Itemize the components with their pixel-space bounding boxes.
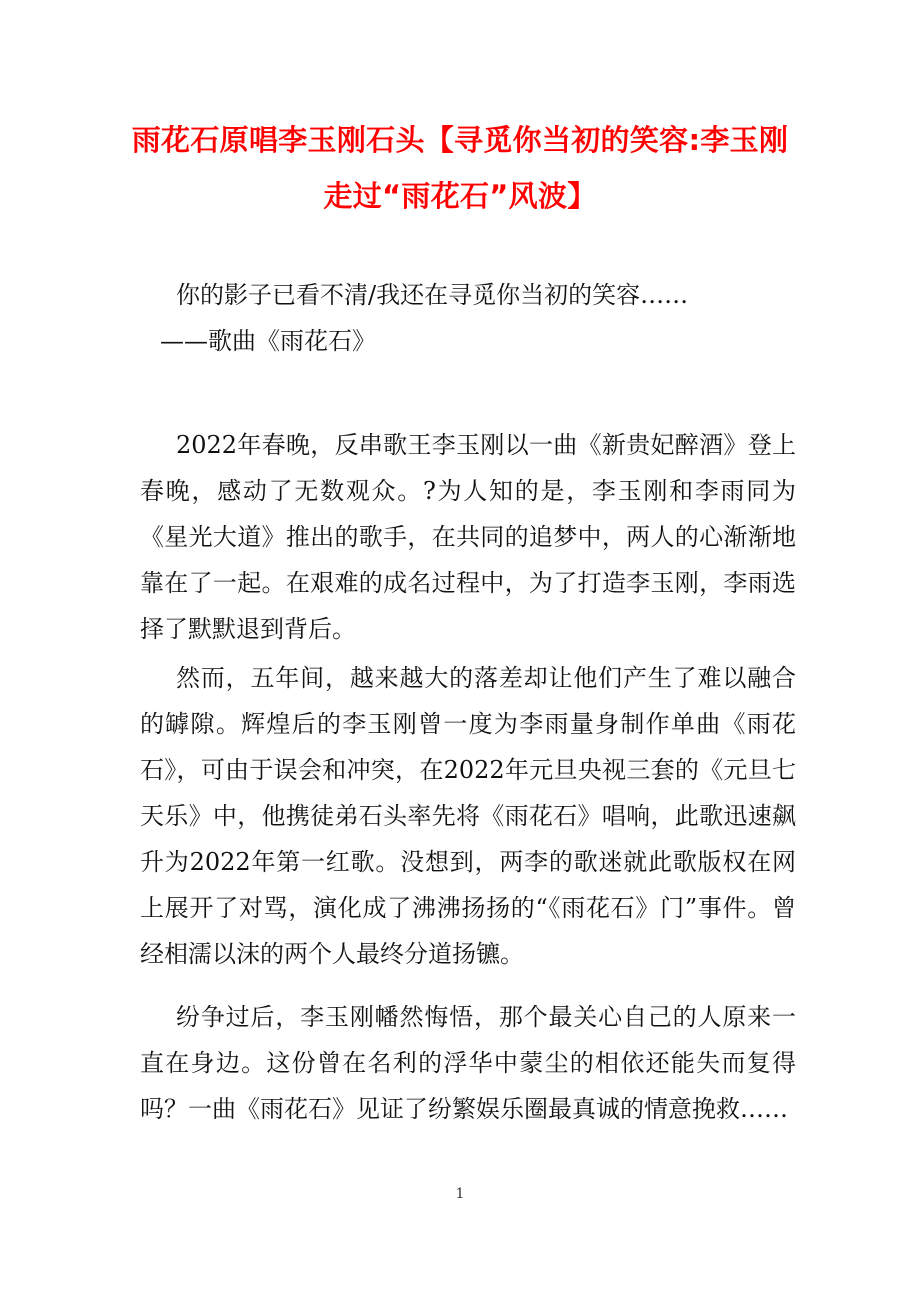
document-title-line-2: 走过“雨花石”风波】 bbox=[323, 179, 597, 213]
body-paragraph-1: 2022年春晚，反串歌王李玉刚以一曲《新贵妃醉酒》登上春晚，感动了无数观众。?为人知的是，李玉刚和李雨同为《星光大道》推出的歌手，在共同的追梦中，两人的心渐渐地靠在了一起。在艰难的成名过程中，为了打造李玉刚，李雨选择了默默退到背后。 bbox=[140, 431, 796, 643]
epigraph-lyric: 你的影子已看不清/我还在寻觅你当初的笑容…… bbox=[176, 281, 689, 309]
document-title-line-1: 雨花石原唱李玉刚石头【寻觅你当初的笑容:李玉刚 bbox=[131, 123, 789, 157]
body-paragraph-2: 然而，五年间，越来越大的落差却让他们产生了难以融合的罅隙。辉煌后的李玉刚曾一度为李雨量身制作单曲《雨花石》，可由于误会和冲突，在2022年元旦央视三套的《元旦七天乐》中，他携徒弟石头率先将《雨花石》唱响，此歌迅速飙升为2022年第一红歌。没想到，两李的歌迷就此歌版权在网上展开了对骂，演化成了沸沸扬扬的“《雨花石》门”事件。曾经相濡以沫的两个人最终分道扬镳。 bbox=[140, 664, 796, 968]
document-title bbox=[130, 112, 790, 224]
body-paragraph-3: 纷争过后，李玉刚幡然悔悟，那个最关心自己的人原来一直在身边。这份曾在名利的浮华中蒙尘的相依还能失而复得吗？一曲《雨花石》见证了纷繁娱乐圈最真诚的情意挽救…… bbox=[140, 1003, 796, 1123]
epigraph-source: ——歌曲《雨花石》 bbox=[160, 327, 376, 355]
page-number: 1 bbox=[455, 1186, 465, 1202]
